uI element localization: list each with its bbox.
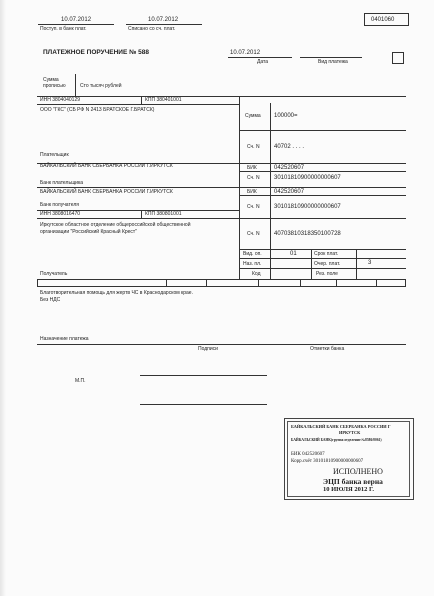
divider bbox=[206, 280, 207, 287]
payee-bik: 042520607 bbox=[274, 189, 305, 195]
payer-bank-name: БАЙКАЛЬСКИЙ БАНК СБЕРБАНКА РОССИИ Г.ИРКУТСК bbox=[40, 163, 173, 169]
form-code-box bbox=[364, 13, 409, 26]
payee-bank-caption: Банк получателя bbox=[40, 202, 79, 208]
purpose-caption: Назначение платежа bbox=[40, 336, 89, 342]
payee-account-label: Сч. N bbox=[247, 231, 260, 237]
divider bbox=[166, 280, 167, 287]
amount-words-value: Сто тысяч рублей bbox=[80, 83, 122, 89]
date-received-caption: Поступ. в банк плат. bbox=[40, 26, 87, 32]
divider bbox=[376, 280, 377, 287]
order-date: 10.07.2012 bbox=[230, 50, 261, 56]
payee-corr-account: 30101810900000000607 bbox=[274, 204, 341, 210]
stamp-date: 10 ИЮЛЯ 2012 Г. bbox=[323, 486, 374, 493]
divider bbox=[239, 249, 406, 250]
divider bbox=[37, 187, 406, 188]
op-type-label: Вид. оп. bbox=[243, 251, 262, 257]
payee-name-2: организации "Российский Красный Крест" bbox=[40, 229, 137, 235]
signature-line bbox=[140, 404, 267, 405]
sum-label: Сумма bbox=[245, 113, 261, 119]
divider bbox=[141, 96, 142, 104]
code-label: Код bbox=[252, 271, 261, 277]
scan-edge-shadow bbox=[0, 0, 6, 596]
payee-bik-label: БИК bbox=[247, 189, 257, 195]
divider bbox=[126, 24, 202, 25]
order-value: 3 bbox=[368, 260, 372, 266]
sum-value: 100000= bbox=[274, 113, 298, 119]
form-code: 0401060 bbox=[371, 17, 395, 23]
stamp-branch: БАЙКАЛЬСКИЙ БАНК(группа отделение №8586/0061) bbox=[291, 438, 382, 442]
stamp-bik: БИК 042520607 bbox=[291, 452, 325, 457]
order-date-caption: Дата bbox=[257, 59, 269, 65]
divider bbox=[239, 268, 406, 269]
divider bbox=[37, 96, 406, 97]
stamp-bank-name: БАЙКАЛЬСКИЙ БАНК СБЕРБАНКА РОССИИ Г bbox=[291, 424, 391, 429]
payee-caption: Получатель bbox=[40, 271, 68, 277]
payer-corr-account: 30101810900000000607 bbox=[274, 175, 341, 181]
document-title: ПЛАТЕЖНОЕ ПОРУЧЕНИЕ № 588 bbox=[43, 49, 150, 56]
order-label: Очер. плат. bbox=[314, 261, 341, 267]
purpose-line-1: Благотворительная помощь для жертв ЧС в Краснодарском крае. bbox=[40, 290, 193, 296]
payer-kpp: КПП 380401001 bbox=[145, 97, 182, 103]
stamp-bank-city: ИРКУТСК bbox=[339, 430, 361, 435]
divider bbox=[356, 249, 357, 279]
divider bbox=[38, 24, 114, 25]
payer-corr-label: Сч. N bbox=[247, 175, 260, 181]
reserve-label: Рез. поле bbox=[316, 271, 338, 277]
due-label: Срок плат. bbox=[314, 251, 339, 257]
bank-executed-stamp bbox=[284, 418, 414, 500]
payment-type-caption: Вид платежа bbox=[318, 59, 348, 65]
payment-type-checkbox bbox=[392, 52, 404, 64]
divider bbox=[228, 57, 292, 58]
divider bbox=[239, 171, 406, 172]
purpose-code-label: Наз. пл. bbox=[243, 261, 262, 267]
divider bbox=[239, 195, 406, 196]
divider bbox=[37, 104, 239, 105]
payee-bank-name: БАЙКАЛЬСКИЙ БАНК СБЕРБАНКА РОССИИ Г.ИРКУТСК bbox=[40, 189, 173, 195]
tax-fields-row bbox=[37, 279, 406, 287]
divider bbox=[75, 74, 76, 96]
divider bbox=[311, 249, 312, 279]
date-debited: 10.07.2012 bbox=[148, 17, 179, 23]
stamp-ecp: ЭЦП банка верна bbox=[323, 477, 383, 486]
payer-account-label: Сч. N bbox=[247, 144, 260, 150]
divider bbox=[37, 344, 406, 345]
divider bbox=[239, 258, 406, 259]
divider bbox=[239, 130, 406, 131]
payer-bank-caption: Банк плательщика bbox=[40, 180, 84, 186]
payee-corr-label: Сч. N bbox=[247, 204, 260, 210]
date-debited-caption: Списано со сч. плат. bbox=[128, 26, 176, 32]
payee-kpp: КПП 380801001 bbox=[145, 211, 182, 217]
payer-bik-label: БИК bbox=[247, 165, 257, 171]
divider bbox=[300, 57, 362, 58]
divider bbox=[141, 210, 142, 218]
divider bbox=[300, 280, 301, 287]
payer-inn: ИНН 3804040129 bbox=[40, 97, 81, 103]
date-received: 10.07.2012 bbox=[61, 17, 92, 23]
bank-marks-caption: Отметки банка bbox=[310, 346, 345, 352]
payer-name: ООО "ГКС" (СБ РФ N 2413 БРАТСКОЕ Г.БРАТСК) bbox=[40, 107, 155, 113]
payer-account: 40702 . . . . bbox=[274, 144, 305, 150]
signature-line bbox=[140, 375, 267, 376]
amount-words-caption: Сумма bbox=[43, 77, 59, 83]
signatures-caption: Подписи bbox=[198, 346, 218, 352]
payee-inn: ИНН 3808016470 bbox=[40, 211, 81, 217]
divider bbox=[37, 218, 406, 219]
op-type-value: 01 bbox=[290, 251, 297, 257]
payer-caption: Плательщик bbox=[40, 152, 69, 158]
divider bbox=[336, 280, 337, 287]
stamp-corr-account: Корр.счёт 30101810900000000607 bbox=[291, 459, 364, 464]
amount-words-caption-2: прописью bbox=[43, 83, 66, 89]
stamp-status: ИСПОЛНЕНО bbox=[333, 467, 383, 476]
divider bbox=[258, 280, 259, 287]
payer-bik: 042520607 bbox=[274, 165, 305, 171]
payee-name: Иркутское областное отделение общероссийской общественной bbox=[40, 222, 191, 228]
stamp-place-caption: М.П. bbox=[75, 378, 86, 384]
purpose-line-2: Без НДС bbox=[40, 297, 61, 303]
payee-account: 40703810318350100728 bbox=[274, 231, 341, 237]
